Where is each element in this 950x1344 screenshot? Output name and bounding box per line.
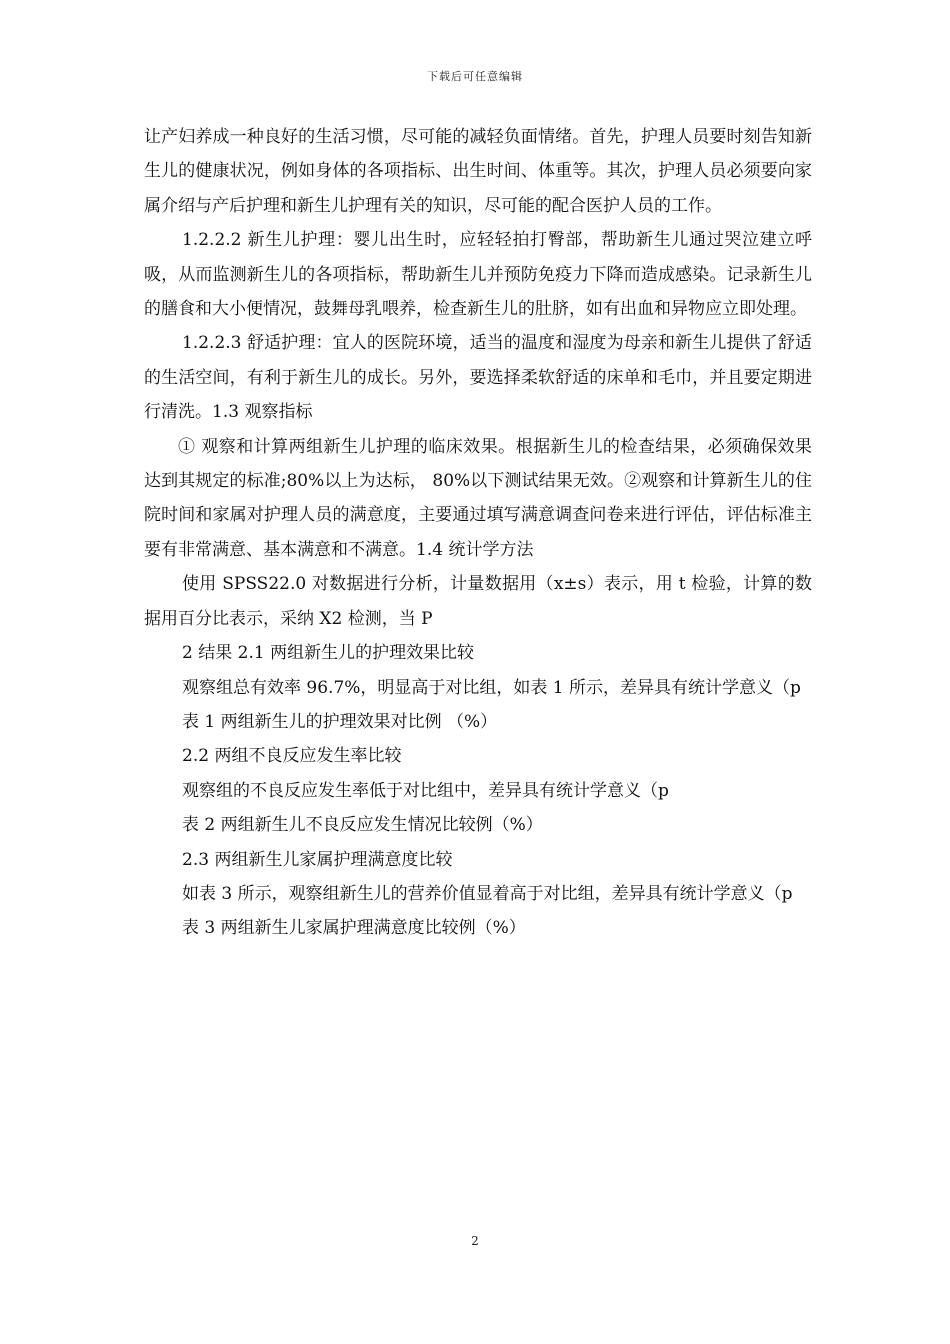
heading-results: 2 结果 2.1 两组新生儿的护理效果比较 (182, 643, 475, 664)
heading-satisfaction: 2.3 两组新生儿家属护理满意度比较 (182, 849, 453, 870)
paragraph-efficacy: 观察组总有效率 96.7%，明显高于对比组，如表 1 所示，差异具有统计学意义（p (182, 677, 801, 698)
paragraph-satisfaction: 如表 3 所示，观察组新生儿的营养价值显着高于对比组，差异具有统计学意义（p (182, 883, 793, 904)
paragraph-adverse-reactions: 观察组的不良反应发生率低于对比组中，差异具有统计学意义（p (182, 780, 669, 801)
table-caption-2: 表 2 两组新生儿不良反应发生情况比较例（%） (182, 815, 543, 836)
paragraph-newborn-care: 1.2.2.2 新生儿护理：婴儿出生时，应轻轻拍打臀部，帮助新生儿通过哭泣建立呼吸，从而监测新生儿的各项指标，帮助新生儿并预防免疫力下降而造成感染。记录新生儿的膳食和大小便情况，鼓舞母乳喂养，检查新生儿的肚脐，如有出血和异物应立即处理。 (144, 230, 812, 320)
paragraph-intro-continuation: 让产妇养成一种良好的生活习惯，尽可能的减轻负面情绪。首先，护理人员要时刻告知新生儿的健康状况，例如身体的各项指标、出生时间、体重等。其次，护理人员必须要向家属介绍与产后护理和新生儿护理有关的知识，尽可能的配合医护人员的工作。 (144, 127, 812, 216)
page-number: 2 (471, 1234, 479, 1248)
body-text (144, 120, 812, 946)
paragraph-statistics: 使用 SPSS22.0 对数据进行分析，计量数据用（x±s）表示，用 t 检验，计算的数据用百分比表示，采纳 X2 检测，当 P (144, 574, 812, 629)
page-header: 下载后可任意编辑 (427, 70, 523, 83)
paragraph-comfort-care: 1.2.2.3 舒适护理：宜人的医院环境，适当的温度和湿度为母亲和新生儿提供了舒适的生活空间，有利于新生儿的成长。另外，要选择柔软舒适的床单和毛巾，并且要定期进行清洗。1.3 观察指标 (144, 333, 812, 423)
heading-adverse-reactions: 2.2 两组不良反应发生率比较 (182, 746, 402, 767)
table-caption-3: 表 3 两组新生儿家属护理满意度比较例（%） (182, 918, 526, 939)
paragraph-observation-indicators: ① 观察和计算两组新生儿护理的临床效果。根据新生儿的检查结果，必须确保效果达到其规定的标准;80%以上为达标， 80%以下测试结果无效。②观察和计算新生儿的住院时间和家属对护理人员的满意度，主要通过填写满意调查问卷来进行评估，评估标准主要有非常满意、基本满意和不满意。1.4 统计学方法 (144, 436, 812, 560)
table-caption-1: 表 1 两组新生儿的护理效果对比例 （%） (182, 711, 498, 732)
